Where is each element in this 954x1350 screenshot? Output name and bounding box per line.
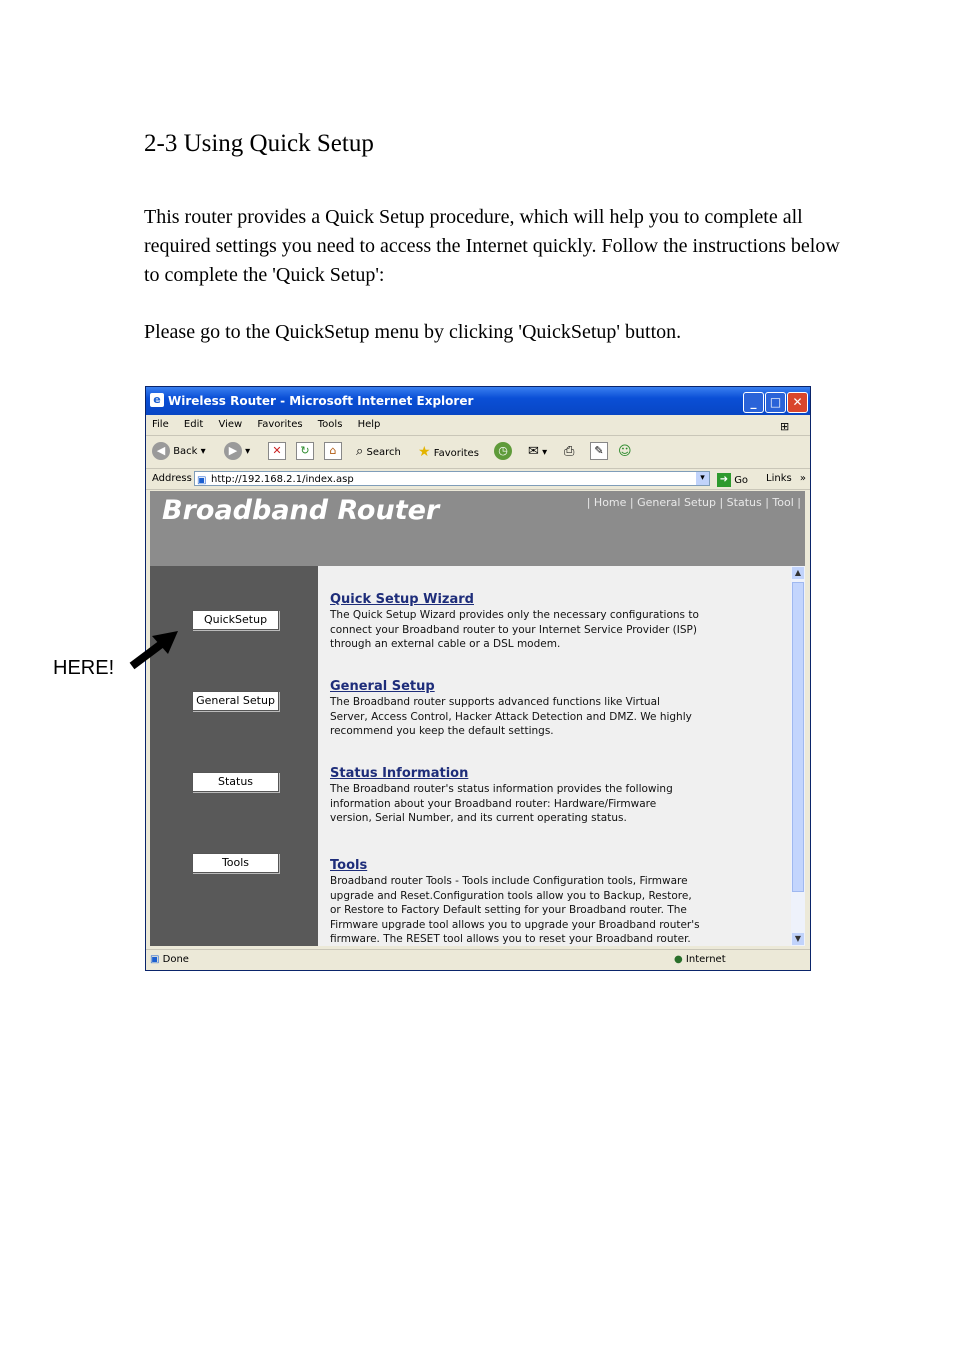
tools-button[interactable]: Tools — [192, 853, 279, 873]
security-zone — [674, 950, 726, 970]
address-label: Address — [152, 473, 192, 484]
refresh-button[interactable] — [296, 442, 314, 462]
status-text — [150, 950, 189, 970]
menu-help[interactable]: Help — [357, 419, 381, 430]
back-label: Back — [173, 446, 198, 457]
favorites-label: Favorites — [433, 448, 479, 459]
page-viewport — [150, 491, 805, 946]
vertical-scrollbar[interactable] — [791, 566, 805, 946]
section-tools — [330, 858, 700, 946]
tools-text: Broadband router Tools - Tools include Configuration tools, Firmware upgrade and Reset.Configuration tools allow you to Backup, Restore, or Restore to Factory Default setting for your Broadband router. The Firmware upgrade tool allows you to upgrade your Broadband router's firmware. The RESET tool allows you to reset your Broadband router. — [330, 875, 700, 945]
search-label: Search — [366, 447, 401, 458]
search-icon: ⌕ — [356, 444, 364, 459]
menu-bar — [146, 415, 810, 436]
zone-label: Internet — [685, 954, 726, 965]
home-button[interactable] — [324, 442, 342, 462]
edit-button[interactable] — [590, 442, 608, 462]
section-heading: 2-3 Using Quick Setup — [144, 130, 374, 157]
router-banner — [150, 491, 805, 566]
section-quick-setup — [330, 592, 700, 652]
quicksetup-button[interactable]: QuickSetup — [192, 610, 279, 630]
menu-tools[interactable]: Tools — [317, 419, 343, 430]
print-icon: ⎙ — [564, 444, 575, 459]
address-input[interactable] — [194, 471, 710, 486]
toolbar — [146, 436, 810, 469]
intro-paragraph: This router provides a Quick Setup procedure, which will help you to complete all required settings you need to access the Internet quickly. Follow the instructions below to complete the 'Quick Setup': — [144, 206, 840, 286]
windows-logo-icon: ⊞ — [780, 420, 790, 433]
go-label: Go — [734, 475, 749, 486]
here-callout: HERE! — [53, 657, 115, 679]
refresh-icon: ↻ — [296, 442, 314, 460]
page-done-icon: ▣ — [150, 954, 160, 965]
section-status — [330, 766, 700, 826]
back-button[interactable]: ◀ Back ▾ — [152, 442, 206, 462]
search-button[interactable] — [356, 442, 401, 462]
address-value: http://192.168.2.1/index.asp — [211, 474, 354, 485]
menu-edit[interactable]: Edit — [183, 419, 204, 430]
status-done-label: Done — [162, 954, 189, 965]
page-icon: ▣ — [197, 475, 207, 486]
title-bar — [146, 387, 810, 415]
browser-window — [145, 386, 811, 971]
stop-icon: ✕ — [268, 442, 286, 460]
minimize-button[interactable]: _ — [743, 392, 764, 413]
edit-icon: ✎ — [590, 442, 608, 460]
status-text: The Broadband router's status information provides the following information about your Broadband router: Hardware/Firmware version, Serial Number, and its current operating status. — [330, 783, 673, 824]
close-button[interactable]: ✕ — [787, 392, 808, 413]
address-dropdown-icon[interactable]: ▾ — [696, 472, 709, 485]
scroll-up-icon[interactable]: ▲ — [792, 567, 804, 579]
general-setup-text: The Broadband router supports advanced functions like Virtual Server, Access Control, Hacker Attack Detection and DMZ. We highly recommend you keep the default settings. — [330, 696, 692, 737]
quick-setup-text: The Quick Setup Wizard provides only the necessary configurations to connect your Broadband router to your Internet Service Provider (ISP) through an external cable or a DSL modem. — [330, 609, 699, 650]
menu-file[interactable]: File — [152, 419, 169, 430]
ie-page-icon: e — [150, 393, 164, 407]
main-content — [318, 566, 791, 946]
home-icon: ⌂ — [324, 442, 342, 460]
section-general-setup — [330, 679, 700, 739]
status-information-link[interactable]: Status Information — [330, 766, 469, 781]
mail-button[interactable]: ✉ ▾ — [528, 444, 548, 459]
pointer-arrow-icon — [128, 626, 184, 672]
mail-icon: ✉ — [528, 444, 539, 459]
address-bar — [146, 469, 810, 490]
menu-view[interactable]: View — [218, 419, 243, 430]
window-title: Wireless Router - Microsoft Internet Explorer — [168, 394, 474, 408]
print-button[interactable] — [564, 442, 574, 462]
back-arrow-icon: ◀ — [152, 442, 170, 460]
status-bar — [146, 949, 810, 970]
general-setup-link[interactable]: General Setup — [330, 679, 435, 694]
chevron-right-icon[interactable]: » — [799, 473, 806, 484]
links-button[interactable]: Links — [766, 473, 792, 484]
favorites-star-icon: ★ — [418, 444, 431, 460]
history-button[interactable] — [494, 442, 512, 462]
stop-button[interactable] — [268, 442, 286, 462]
instruction-paragraph: Please go to the QuickSetup menu by clicking 'QuickSetup' button. — [144, 321, 682, 343]
brand-title: Broadband Router — [162, 495, 440, 526]
forward-button[interactable]: ▶ ▾ — [224, 442, 250, 462]
scroll-down-icon[interactable]: ▼ — [792, 933, 804, 945]
history-icon: ◷ — [494, 442, 512, 460]
messenger-icon: ☺ — [618, 444, 632, 459]
status-button[interactable]: Status — [192, 772, 279, 792]
go-arrow-icon: ➜ — [717, 473, 731, 487]
left-nav — [150, 566, 318, 946]
top-nav-links[interactable]: | Home | General Setup | Status | Tool | — [586, 496, 801, 509]
menu-favorites[interactable]: Favorites — [257, 419, 303, 430]
messenger-button[interactable] — [618, 442, 632, 462]
tools-link[interactable]: Tools — [330, 858, 368, 873]
scroll-thumb[interactable] — [792, 582, 804, 892]
go-button[interactable] — [717, 471, 748, 487]
maximize-button[interactable]: □ — [765, 392, 786, 413]
favorites-button[interactable] — [418, 442, 479, 462]
quick-setup-wizard-link[interactable]: Quick Setup Wizard — [330, 592, 474, 607]
globe-icon: ● — [674, 954, 683, 965]
general-setup-button[interactable]: General Setup — [192, 691, 279, 711]
forward-arrow-icon: ▶ — [224, 442, 242, 460]
